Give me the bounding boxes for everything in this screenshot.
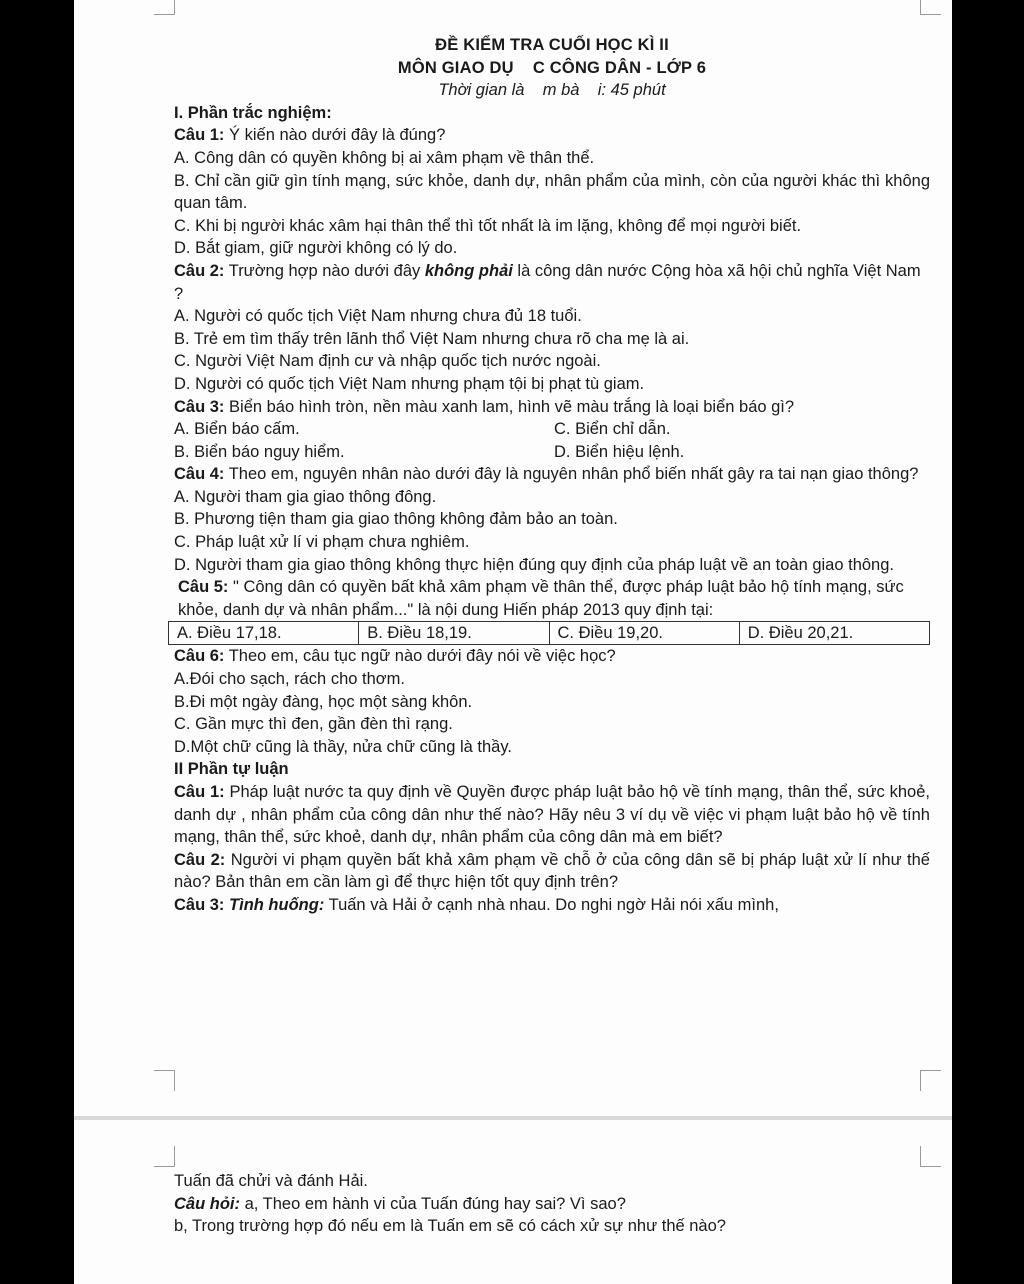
- part1-heading: I. Phần trắc nghiệm:: [174, 103, 332, 122]
- option-1b: B. Chỉ cần giữ gìn tính mạng, sức khỏe, danh dự, nhân phẩm của mình, còn của người khác thì không quan tâm.: [174, 171, 930, 213]
- option-2c: C. Người Việt Nam định cư và nhập quốc tịch nước ngoài.: [174, 352, 601, 371]
- option-2b: B. Trẻ em tìm thấy trên lãnh thổ Việt Nam nhưng chưa rõ cha mẹ là ai.: [174, 329, 690, 348]
- crop-mark: [920, 0, 941, 15]
- question-text: " Công dân có quyền bất khả xâm phạm về thân thể, được pháp luật bảo hộ tính mạng, sức khỏe, danh dự và nhân phẩm..." là nội dung Hiến pháp 2013 quy định tại:: [178, 578, 904, 619]
- option-6a: A.Đói cho sạch, rách cho thơm.: [174, 670, 405, 689]
- question-3: [174, 396, 930, 419]
- option-6c: C. Gần mực thì đen, gần đèn thì rạng.: [174, 715, 453, 734]
- option-6b: B.Đi một ngày đàng, học một sàng khôn.: [174, 692, 473, 711]
- option-4d: D. Người tham gia giao thông không thực hiện đúng quy định của pháp luật về an toàn giao thông.: [174, 555, 894, 574]
- part2-heading: II Phần tự luận: [174, 760, 289, 779]
- options-row: [174, 418, 930, 441]
- crop-mark: [154, 1146, 175, 1167]
- question-label: Câu 1:: [174, 126, 225, 145]
- option-5c: C. Điều 19,20.: [550, 622, 740, 644]
- question-label: Câu 3:: [174, 895, 225, 914]
- option-5b: B. Điều 18,19.: [359, 622, 549, 644]
- question-text: Người vi phạm quyền bất khả xâm phạm về chỗ ở của công dân sẽ bị pháp luật xử lí như thế nào? Bản thân em cần làm gì để thực hiện tốt quy định trên?: [174, 850, 930, 892]
- option-1d: D. Bắt giam, giữ người không có lý do.: [174, 239, 458, 258]
- option-4a: A. Người tham gia giao thông đông.: [174, 487, 437, 506]
- question-text: là công dân nước Cộng hòa xã hội chủ nghĩa Việt Nam ?: [174, 261, 921, 303]
- exam-time: Thời gian là m bà i: 45 phút: [438, 81, 666, 100]
- question-5: [174, 576, 930, 621]
- crop-mark: [920, 1070, 941, 1091]
- question-label: Câu 6:: [174, 647, 225, 666]
- question-text: Tuấn và Hải ở cạnh nhà nhau. Do nghi ngờ Hải nói xấu mình,: [324, 895, 779, 914]
- question-text: Biển báo hình tròn, nền màu xanh lam, hình vẽ màu trắng là loại biển báo gì?: [224, 397, 795, 416]
- question-text: Theo em, nguyên nhân nào dưới đây là nguyên nhân phổ biến nhất gây ra tai nạn giao thông?: [224, 465, 919, 484]
- option-6d: D.Một chữ cũng là thầy, nửa chữ cũng là thầy.: [174, 737, 512, 756]
- question-label: Câu 1:: [174, 783, 225, 801]
- exam-title: ĐỀ KIỂM TRA CUỐI HỌC KÌ II: [435, 36, 669, 54]
- question-text: Trường hợp nào dưới đây: [224, 261, 425, 280]
- question-label: Câu 2:: [174, 850, 226, 869]
- question-label: Câu 4:: [174, 465, 225, 484]
- document-page-2: [74, 1120, 952, 1284]
- essay-question-3: [174, 894, 930, 917]
- option-1c: C. Khi bị người khác xâm hại thân thể thì tốt nhất là im lặng, không để mọi người biết.: [174, 216, 802, 235]
- option-1a: A. Công dân có quyền không bị ai xâm phạm về thân thể.: [174, 148, 595, 167]
- option-5a: A. Điều 17,18.: [169, 622, 359, 644]
- document-page-1: [74, 0, 952, 1116]
- question-4: [174, 463, 930, 486]
- essay-question-3-ask-b: b, Trong trường hợp đó nếu em là Tuấn em sẽ có cách xử sự như thế nào?: [174, 1217, 726, 1236]
- question-label: Câu 3:: [174, 397, 225, 416]
- question-emphasis: Tình huống:: [229, 895, 325, 914]
- crop-mark: [920, 1146, 941, 1167]
- options-row: [174, 441, 930, 464]
- crop-mark: [154, 0, 175, 15]
- essay-question-3-ask: [174, 1193, 930, 1216]
- question-text: Theo em, câu tục ngữ nào dưới đây nói về việc học?: [224, 647, 616, 666]
- option-2d: D. Người có quốc tịch Việt Nam nhưng phạm tội bị phạt tù giam.: [174, 374, 645, 393]
- option-5d: D. Điều 20,21.: [747, 624, 854, 643]
- question-label: Câu 5:: [178, 578, 229, 597]
- question-text: Ý kiến nào dưới đây là đúng?: [224, 126, 446, 145]
- option-3a: A. Biển báo cấm.: [174, 420, 300, 439]
- option-4c: C. Pháp luật xử lí vi phạm chưa nghiêm.: [174, 533, 470, 552]
- question-1: [174, 124, 930, 147]
- question-label: Câu 2:: [174, 261, 225, 280]
- essay-question-2: [174, 849, 930, 894]
- option-2a: A. Người có quốc tịch Việt Nam nhưng chưa đủ 18 tuổi.: [174, 307, 582, 326]
- options-table-q5: [168, 621, 930, 645]
- question-emphasis: không phải: [424, 261, 513, 280]
- crop-mark: [154, 1070, 175, 1091]
- page-1-content: [174, 34, 930, 917]
- essay-question-1: [174, 781, 930, 849]
- question-2: [174, 260, 930, 305]
- option-3c: C. Biển chỉ dẫn.: [554, 420, 671, 439]
- page-2-content: [174, 1170, 930, 1238]
- option-4b: B. Phương tiện tham gia giao thông không đảm bảo an toàn.: [174, 510, 618, 529]
- essay-question-3-continued: Tuấn đã chửi và đánh Hải.: [174, 1172, 368, 1190]
- question-text: Pháp luật nước ta quy định về Quyền được pháp luật bảo hộ về tính mạng, thân thể, sức khoẻ, danh dự , nhân phẩm của công dân như thế nào? Hãy nêu 3 ví dụ về việc vi phạm luật bảo hộ về tính mạng, thân thể, sức khoẻ, danh dự, nhân phẩm của công dân mà em biết?: [174, 783, 930, 847]
- exam-subject: MÔN GIAO DỤ C CÔNG DÂN - LỚP 6: [397, 58, 707, 77]
- question-6: [174, 645, 930, 668]
- option-3b: B. Biển báo nguy hiểm.: [174, 442, 345, 461]
- option-3d: D. Biển hiệu lệnh.: [554, 442, 685, 461]
- question-emphasis: Câu hỏi:: [174, 1194, 240, 1213]
- question-text: a, Theo em hành vi của Tuấn đúng hay sai? Vì sao?: [240, 1194, 626, 1213]
